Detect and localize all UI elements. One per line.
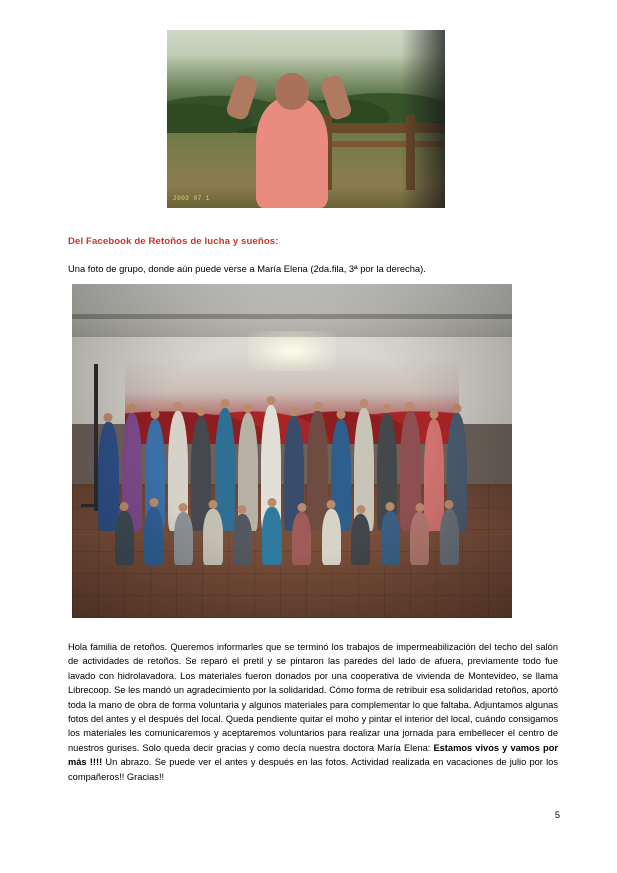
photo-dark-edge bbox=[401, 30, 445, 208]
photo-vignette-overlay bbox=[72, 284, 512, 618]
photo-caption: Una foto de grupo, donde aún puede verse a María Elena (2da.fila, 3ª por la derecha). bbox=[68, 263, 426, 274]
section-heading: Del Facebook de Retoños de lucha y sueños: bbox=[68, 236, 279, 247]
photo-child-head bbox=[275, 73, 308, 110]
body-text-bold-slogan: Estamos vivos y vamos por más !!!! bbox=[68, 742, 558, 768]
photo-child-body bbox=[256, 98, 328, 208]
body-text-part-one: Hola familia de retoños. Queremos informarles que se terminó los trabajos de impermeabilización del techo del salón de actividades de retoños. Se reparó el pretil y se pintaron las paredes del lado de afuera, previamente todo fue lavado con hidrolavadora. Los materiales fueron donados por una cooperativa de vivienda de Montevideo, se llama Librecoop. Se les mandó un agradecimiento por la solidaridad. Cómo forma de retribuir esa solidaridad retoños, aportó toda la mano de obra de forma voluntaria y algunos materiales para complementar lo que faltaba. Adjuntamos algunas fotos del antes y el después del local. Queda pendiente quitar el moho y pintar el interior del local, cuándo consigamos los materiales les comunicaremos y aceptaremos voluntarios para realizar una jornada para embellecer el centro de nuestros gurises. Solo queda decir gracias y como decía nuestra doctora María Elena: bbox=[68, 642, 558, 753]
page-number: 5 bbox=[554, 810, 560, 820]
body-text-part-two: Un abrazo. Se puede ver el antes y después en las fotos. Actividad realizada en vacaciones de julio por los compañeros!! Gracias!! bbox=[68, 757, 558, 782]
photo-date-stamp: 2003 07 1 bbox=[173, 195, 210, 202]
photo-child-arms-raised bbox=[167, 30, 445, 208]
body-paragraph bbox=[68, 640, 558, 784]
photo-group-indoor bbox=[72, 284, 512, 618]
